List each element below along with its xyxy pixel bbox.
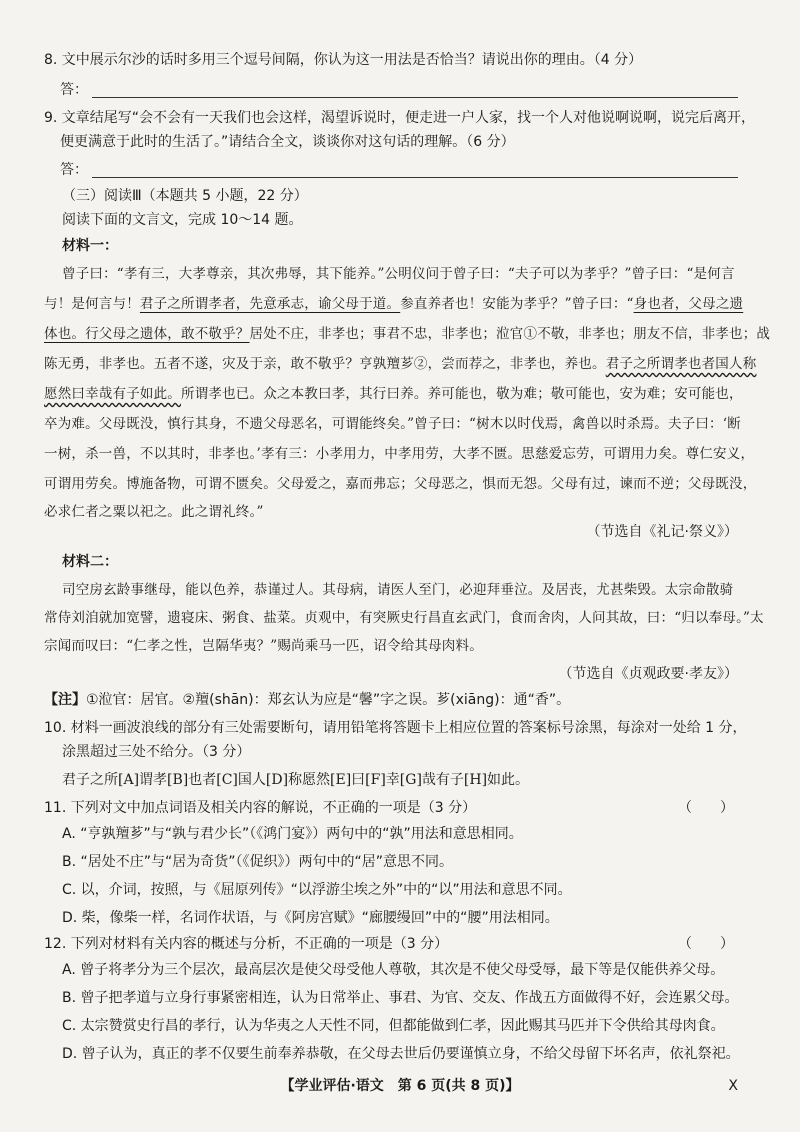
material-1-text: 居处不庄，非孝也；事君不忠，非孝也；涖官①不敬，非孝也；朋友不信，非孝也；战 (249, 326, 771, 342)
material-1-line (44, 324, 771, 344)
footnote-text: ①涖官：居官。②羶(shān)：郑玄认为应是“馨”字之误。芗(xiāng)：通“香”。 (86, 692, 571, 708)
material-1-underlined-phrase: 君子之所谓孝者，先意承志，谕父母于道。 (139, 296, 401, 312)
question-12-option-d: D. 曾子认为，真正的孝不仅要生前奉养恭敬，在父母去世后仍要谨慎立身，不给父母留下坏名声，依礼祭祀。 (62, 1046, 740, 1062)
material-1-text: 所谓孝也已。众之本教曰孝，其行曰养。养可能也，敬为难；敬可能也，安为难；安可能也， (181, 386, 743, 402)
material-2-label: 材料二： (62, 554, 118, 570)
material-1-underlined-phrase: 体也。行父母之遗体，敢不敬乎？ (44, 326, 250, 342)
question-12-option-c: C. 太宗赞赏史行昌的孝行，认为华夷之人天性不同，但都能做到仁孝，因此赐其马匹并下令供给其母肉食。 (62, 1018, 725, 1034)
question-12-stem: 12. 下列对材料有关内容的概述与分析，不正确的一项是（3 分） (44, 936, 449, 952)
question-11-option-c: C. 以，介词，按照，与《屈原列传》“以浮游尘埃之外”中的“以”用法和意思不同。 (62, 882, 572, 898)
question-11-stem: 11. 下列对文中加点词语及相关内容的解说，不正确的一项是（3 分） (44, 800, 477, 816)
question-11-option-a: A. “亨孰羶芗”与“孰与君少长”（《鸿门宴》）两句中的“孰”用法和意思相同。 (62, 826, 523, 842)
material-1-text: 参直养者也！安能为孝乎？”曾子曰：“ (400, 296, 634, 312)
question-11-answer-bracket[interactable]: （ ） (678, 800, 734, 816)
material-1-underlined-phrase: 身也者，父母之遗 (633, 296, 744, 312)
question-9-text-line1: 9. 文章结尾写“会不会有一天我们也会这样，渴望诉说时，便走进一户人家，找一个人对他说啊说啊，说完后离开， (44, 110, 756, 126)
question-12-option-b: B. 曾子把孝道与立身行事紧密相连，认为日常举止、事君、为官、交友、作战五方面做得不好，会连累父母。 (62, 990, 739, 1006)
footnote-label: 【注】 (44, 692, 86, 708)
material-1-source: （节选自《礼记·祭义》） (586, 524, 738, 540)
material-1-line (44, 384, 764, 404)
material-1-text: 陈无勇，非孝也。五者不遂，灾及于亲，敢不敬乎？亨孰羶芗②，尝而荐之，非孝也，养也。 (44, 356, 606, 372)
material-2-line: 司空房玄龄事继母，能以色养，恭谨过人。其母病，请医人至门，必迎拜垂泣。及居丧，尤甚柴毁。太宗命散骑 (62, 582, 734, 598)
footnote (44, 690, 764, 710)
material-1-line: 必求仁者之粟以祀之。此之谓礼终。” (44, 504, 264, 520)
question-12-answer-bracket[interactable]: （ ） (678, 936, 734, 952)
question-9-text-line2: 便更满意于此时的生活了。”请结合全文，谈谈你对这句话的理解。（6 分） (60, 134, 515, 150)
material-1-wavy-phrase: 愿然曰幸哉有子如此。 (44, 386, 181, 402)
page-footer: 【学业评估·语文 第 6 页(共 8 页)】 (280, 1078, 520, 1094)
material-2-line: 宗闻而叹曰：“仁孝之性，岂隔华夷？”赐尚乘马一匹，诏令给其母肉料。 (44, 638, 483, 654)
material-1-line: 卒为难。父母既没，慎行其身，不遗父母恶名，可谓能终矣。”曾子曰：“树木以时伐焉，禽兽以时杀焉。夫子曰：‘断 (44, 416, 741, 432)
material-1-line: 曾子曰：“孝有三，大孝尊亲，其次弗辱，其下能养。”公明仪问于曾子曰：“夫子可以为孝乎？”曾子曰：“是何言 (62, 266, 735, 282)
footer-mark: X (728, 1078, 738, 1094)
question-9-answer-label: 答： (60, 162, 88, 178)
question-12-option-a: A. 曾子将孝分为三个层次，最高层次是使父母受他人尊敬，其次是不使父母受辱，最下等是仅能供养父母。 (62, 962, 725, 978)
section-3-title: （三）阅读Ⅲ（本题共 5 小题，22 分） (62, 188, 308, 204)
material-1-line (44, 354, 764, 374)
material-1-text: 与！是何言与！ (44, 296, 140, 312)
question-11-option-d: D. 柴，像柴一样，名词作状语，与《阿房宫赋》“廊腰缦回”中的“腰”用法相同。 (62, 910, 559, 926)
question-9-answer-line[interactable] (92, 177, 738, 178)
question-10-text-line2: 涂黑超过三处不给分。（3 分） (62, 744, 251, 760)
material-1-line: 可谓用劳矣。博施备物，可谓不匮矣。父母爱之，嘉而弗忘；父母恶之，惧而无怨。父母有过，谏而不逆；父母既没， (44, 476, 757, 492)
question-10-text-line1: 10. 材料一画波浪线的部分有三处需要断句，请用铅笔将答题卡上相应位置的答案标号涂黑，每涂对一处给 1 分， (44, 720, 747, 736)
material-2-line: 常侍刘洎就加宽譬，遗寝床、粥食、盐菜。贞观中，有突厥史行昌直玄武门，食而舍肉，人问其故，曰：“归以奉母。”太 (44, 610, 764, 626)
section-3-instruction: 阅读下面的文言文，完成 10～14 题。 (62, 212, 303, 228)
material-1-wavy-phrase: 君子之所谓孝也者国人称 (605, 356, 757, 372)
question-10-sentence: 君子之所[A]谓孝[B]也者[C]国人[D]称愿然[E]曰[F]幸[G]哉有子[H]如此。 (62, 772, 530, 788)
material-1-line: 一树，杀一兽，不以其时，非孝也。’孝有三：小孝用力，中孝用劳，大孝不匮。思慈爱忘劳，可谓用力矣。尊仁安义， (44, 446, 755, 462)
question-8-answer-label: 答： (60, 82, 88, 98)
question-8-answer-line[interactable] (92, 97, 738, 98)
material-1-label: 材料一： (62, 238, 118, 254)
material-1-line (44, 294, 764, 314)
question-8-text: 8. 文中展示尔沙的话时多用三个逗号间隔，你认为这一用法是否恰当？请说出你的理由。（4 分） (44, 52, 643, 68)
question-11-option-b: B. “居处不庄”与“居为奇货”（《促织》）两句中的“居”意思不同。 (62, 854, 454, 870)
material-2-source: （节选自《贞观政要·孝友》） (558, 666, 738, 682)
